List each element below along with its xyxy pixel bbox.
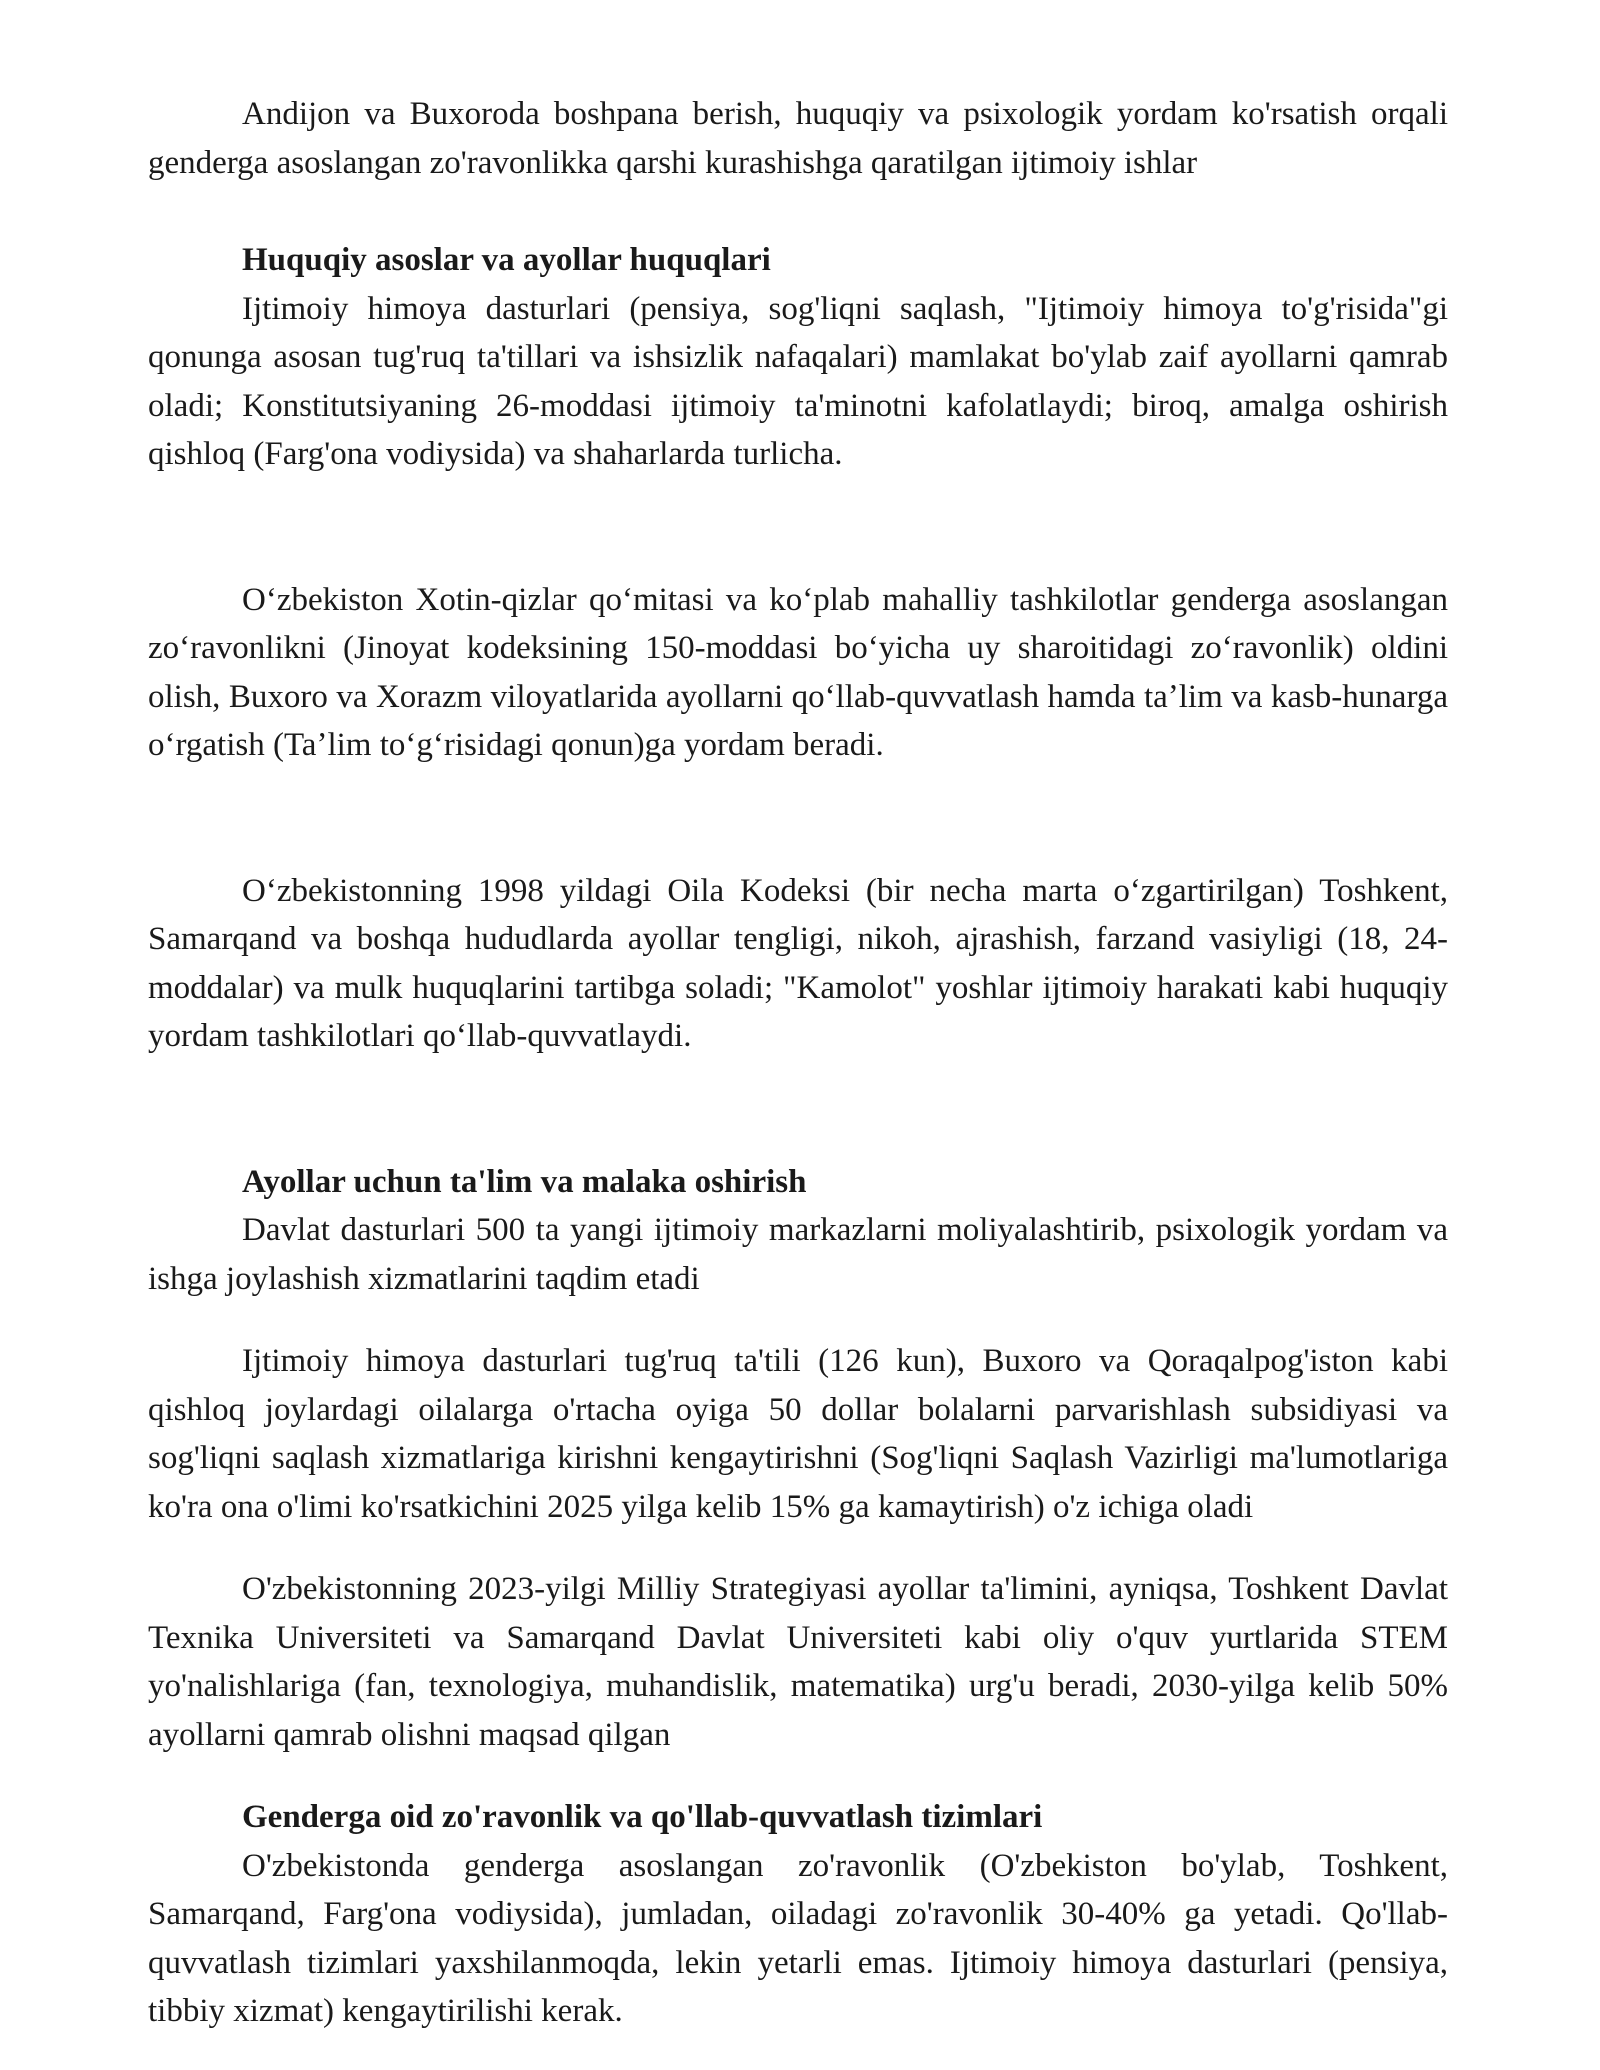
document-page bbox=[148, 90, 1448, 2036]
paragraph-womens-committee: Oʻzbekiston Xotin-qizlar qoʻmitasi va koʻplab mahalliy tashkilotlar genderga asoslangan zoʻravonlikni (Jinoyat kodeksining 150-moddasi boʻyicha uy sharoitidagi zoʻravonlik) oldini olish, Buxoro va Xorazm viloyatlarida ayollarni qoʻllab-quvvatlash hamda taʼlim va kasb-hunarga oʻrgatish (Taʼlim toʻgʻrisidagi qonun)ga yordam beradi. bbox=[148, 581, 1448, 763]
section-heading-gender-violence: Genderga oid zo'ravonlik va qo'llab-quvvatlash tizimlari bbox=[242, 1799, 1043, 1835]
section-heading-legal-basis: Huquqiy asoslar va ayollar huquqlari bbox=[242, 242, 771, 278]
intro-paragraph: Andijon va Buxoroda boshpana berish, huquqiy va psixologik yordam ko'rsatish orqali genderga asoslangan zo'ravonlikka qarshi kurashishga qaratilgan ijtimoiy ishlar bbox=[148, 96, 1448, 181]
paragraph-national-strategy: O'zbekistonning 2023-yilgi Milliy Strategiyasi ayollar ta'limini, ayniqsa, Toshkent Davlat Texnika Universiteti va Samarqand Davlat Universiteti kabi oliy o'quv yurtlarida STEM yo'nalishlariga (fan, texnologiya, muhandislik, matematika) urg'u beradi, 2030-yilga kelib 50% ayollarni qamrab olishni maqsad qilgan bbox=[148, 1571, 1448, 1753]
paragraph-state-programs: Davlat dasturlari 500 ta yangi ijtimoiy markazlarni moliyalashtirib, psixologik yordam va ishga joylashish xizmatlarini taqdim etadi bbox=[148, 1212, 1448, 1297]
paragraph-social-protection: Ijtimoiy himoya dasturlari (pensiya, sog'liqni saqlash, "Ijtimoiy himoya to'g'risida"gi qonunga asosan tug'ruq ta'tillari va ishsizlik nafaqalari) mamlakat bo'ylab zaif ayollarni qamrab oladi; Konstitutsiyaning 26-moddasi ijtimoiy ta'minotni kafolatlaydi; biroq, amalga oshirish qishloq (Farg'ona vodiysida) va shaharlarda turlicha. bbox=[148, 290, 1448, 472]
paragraph-violence-statistics: O'zbekistonda genderga asoslangan zo'ravonlik (O'zbekiston bo'ylab, Toshkent, Samarqand, Farg'ona vodiysida), jumladan, oiladagi zo'ravonlik 30-40% ga yetadi. Qo'llab-quvvatlash tizimlari yaxshilanmoqda, lekin yetarli emas. Ijtimoiy himoya dasturlari (pensiya, tibbiy xizmat) kengaytirilishi kerak. bbox=[148, 1847, 1448, 2029]
paragraph-maternity-leave: Ijtimoiy himoya dasturlari tug'ruq ta'tili (126 kun), Buxoro va Qoraqalpog'iston kabi qishloq joylardagi oilalarga o'rtacha oyiga 50 dollar bolalarni parvarishlash subsidiyasi va sog'liqni saqlash xizmatlariga kirishni kengaytirishni (Sog'liqni Saqlash Vazirligi ma'lumotlariga ko'ra ona o'limi ko'rsatkichini 2025 yilga kelib 15% ga kamaytirish) o'z ichiga oladi bbox=[148, 1343, 1448, 1525]
section-heading-education: Ayollar uchun ta'lim va malaka oshirish bbox=[242, 1163, 807, 1200]
paragraph-family-code: Oʻzbekistonning 1998 yildagi Oila Kodeksi (bir necha marta oʻzgartirilgan) Toshkent, Samarqand va boshqa hududlarda ayollar tengligi, nikoh, ajrashish, farzand vasiyligi (18, 24-moddalar) va mulk huquqlarini tartibga soladi; "Kamolot" yoshlar ijtimoiy harakati kabi huquqiy yordam tashkilotlari qoʻllab-quvvatlaydi. bbox=[148, 872, 1448, 1054]
